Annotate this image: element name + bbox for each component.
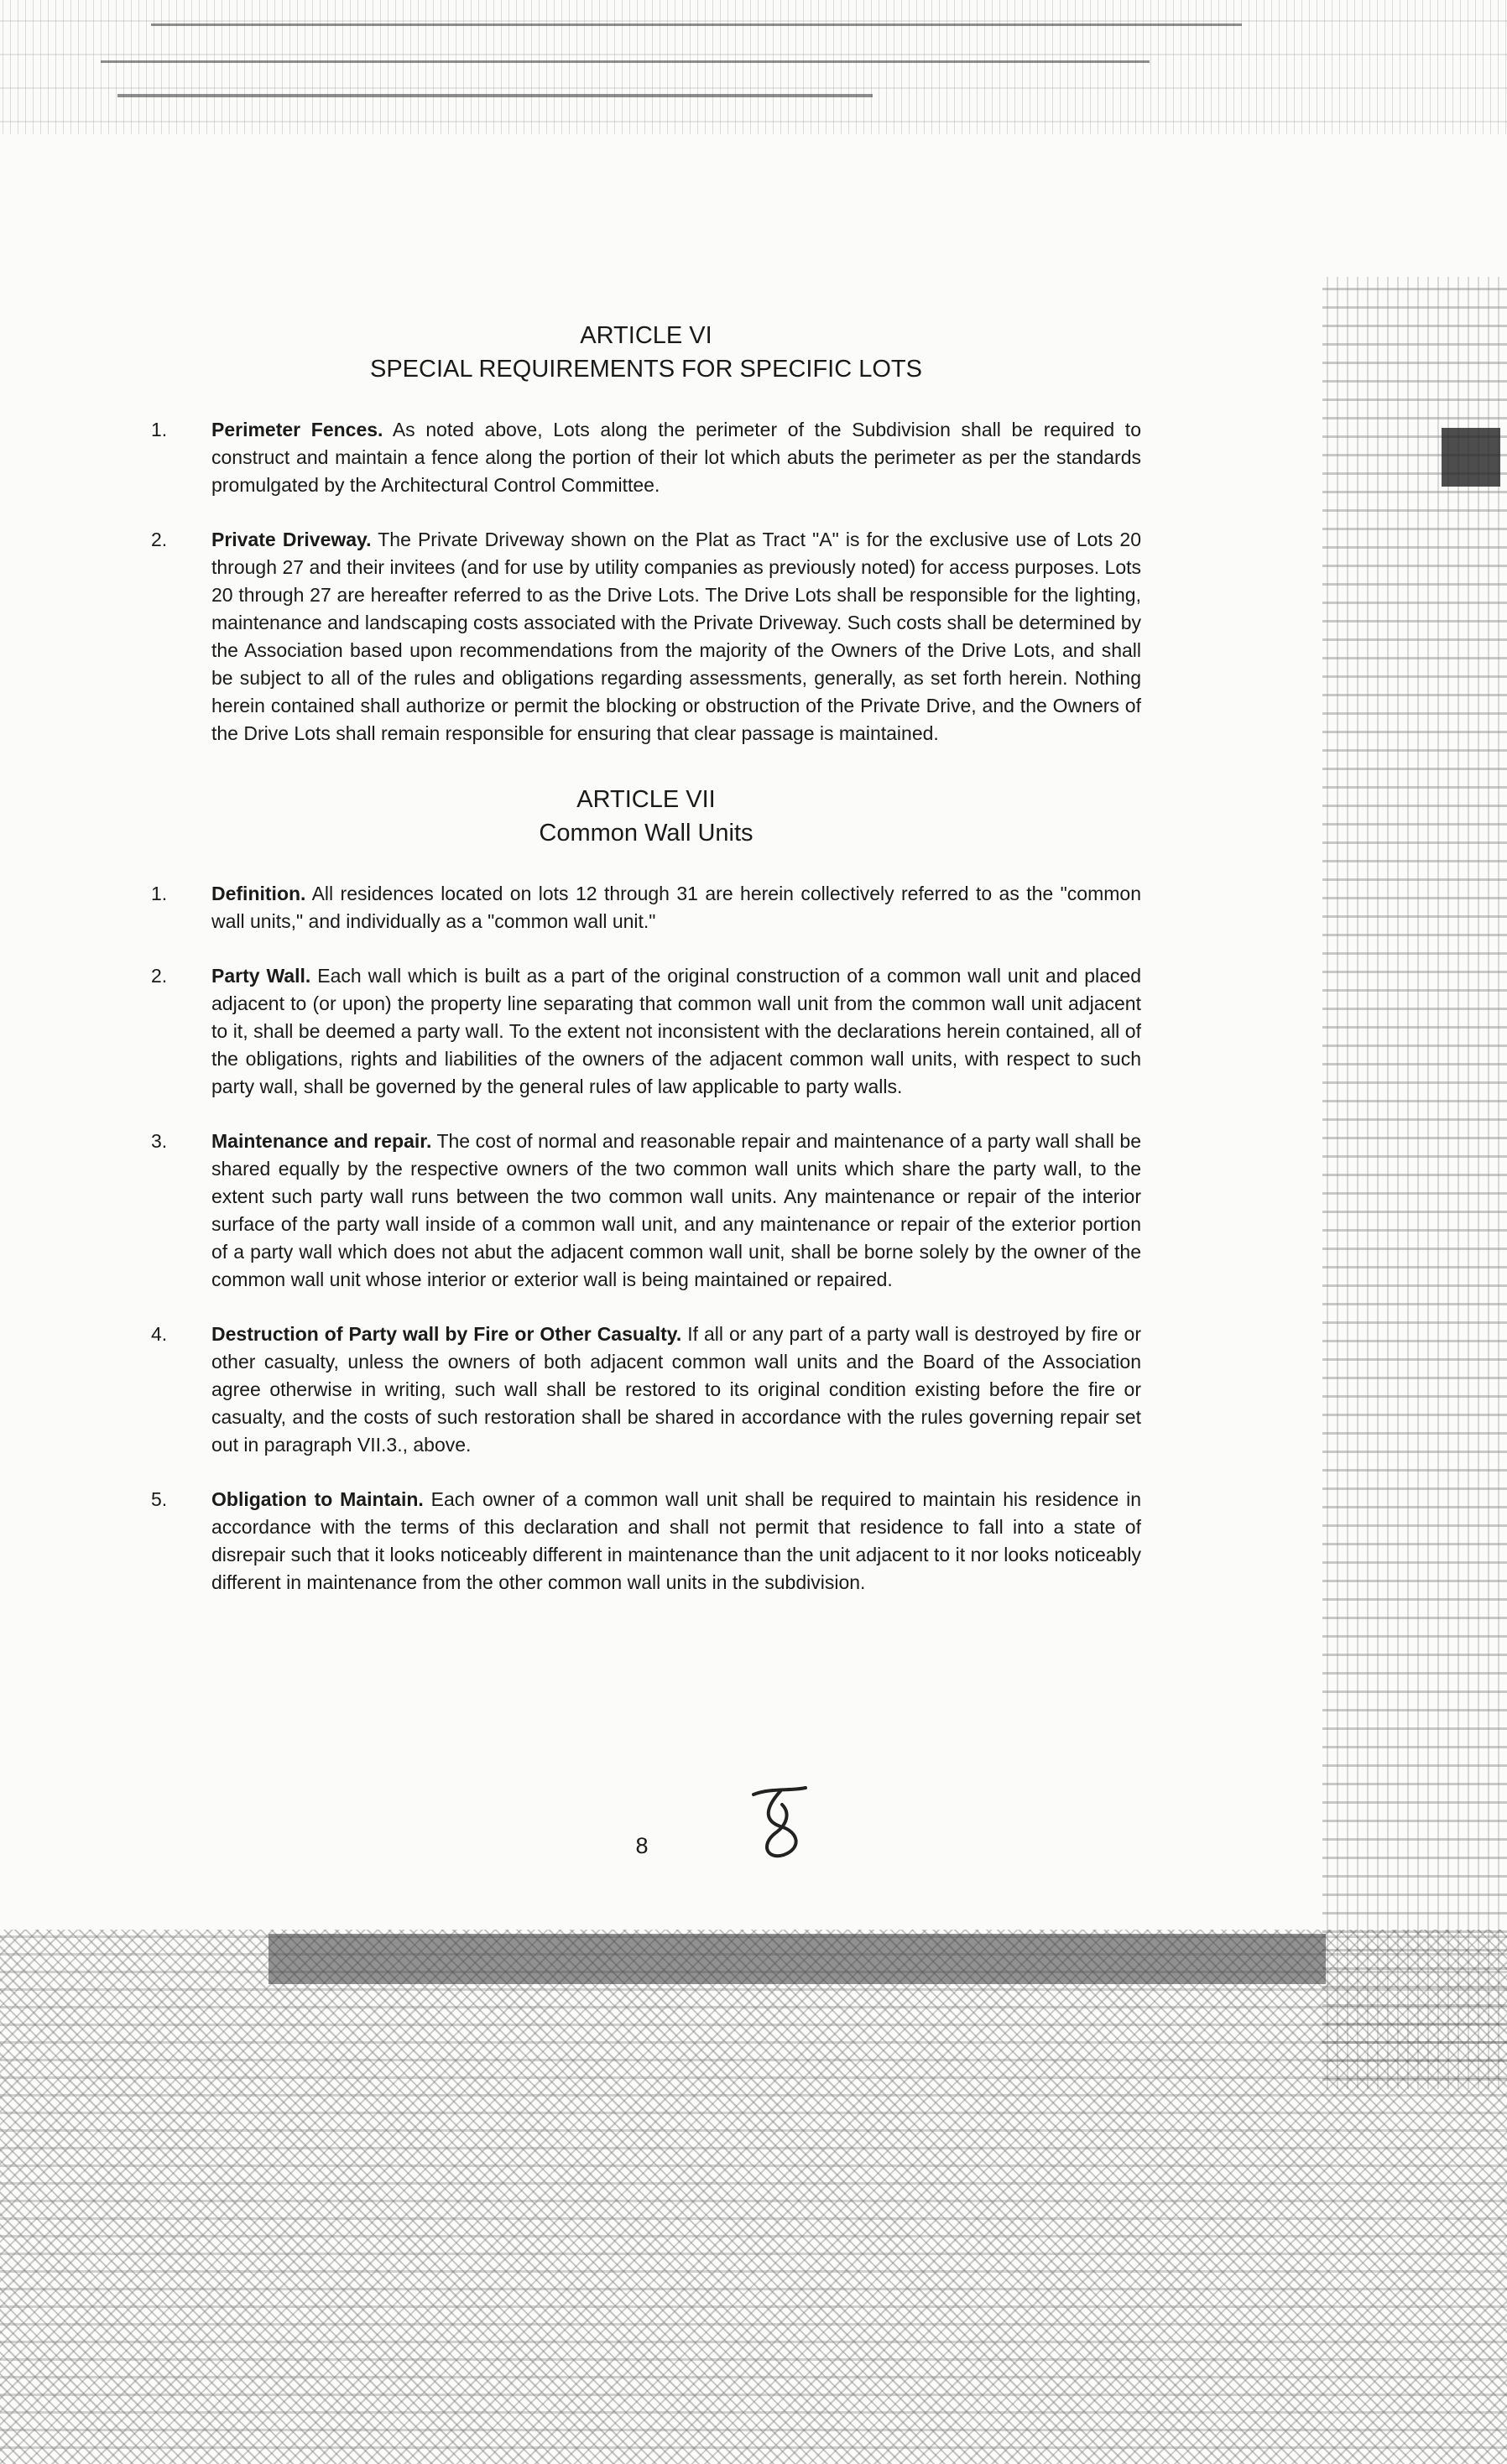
section-definition: [151, 880, 1141, 935]
article-subtitle: SPECIAL REQUIREMENTS FOR SPECIFIC LOTS: [370, 356, 922, 383]
scan-noise-block: [1442, 428, 1500, 487]
scan-line: [117, 94, 873, 97]
section-content: As noted above, Lots along the perimeter of the Subdivision shall be required to construct and maintain a fence along the portion of their lot which abuts the perimeter as per the standards promulgated by the Architectural Control Committee.: [211, 419, 1141, 496]
section-perimeter-fences: [151, 416, 1141, 499]
section-title: Perimeter Fences.: [211, 419, 383, 440]
section-text: [211, 526, 1141, 748]
section-number: 1.: [151, 883, 168, 904]
section-number: 2.: [151, 965, 168, 987]
section-content: Each owner of a common wall unit shall be required to maintain his residence in accordance with the terms of this declaration and shall not permit that residence to fall into a state of disrepair such that it looks noticeably different in maintenance than the unit adjacent to it nor looks noticeably different in maintenance from the other common wall units in the subdivision.: [211, 1488, 1141, 1593]
section-content: The Private Driveway shown on the Plat as Tract "A" is for the exclusive use of Lots 20 through 27 and their invitees (and for use by utility companies as previously noted) for access purposes. Lots 20 through 27 are hereafter referred to as the Drive Lots. The Drive Lots shall be responsible for the lighting, maintenance and landscaping costs associated with the Private Driveway. Such costs shall be determined by the Association based upon recommendations from the majority of the Owners of the Drive Lots, and shall be subject to all of the rules and obligations regarding assessments, generally, as set forth herein. Nothing herein contained shall authorize or permit the blocking or obstruction of the Private Drive, and the Owners of the Drive Lots shall remain responsible for ensuring that clear passage is maintained.: [211, 529, 1142, 744]
article-subtitle: Common Wall Units: [539, 820, 754, 847]
section-maintenance-repair: [151, 1128, 1141, 1294]
handwritten-page-mark: [747, 1783, 814, 1862]
section-number: 4.: [151, 1323, 168, 1345]
scan-noise-bottom: [0, 1930, 1507, 2464]
section-text: [211, 962, 1141, 1101]
section-title: Party Wall.: [211, 965, 311, 987]
scan-line: [151, 23, 1242, 26]
section-party-wall: [151, 962, 1141, 1101]
section-title: Destruction of Party wall by Fire or Other Casualty.: [211, 1323, 682, 1345]
section-number: 5.: [151, 1488, 168, 1510]
section-private-driveway: [151, 526, 1141, 748]
scan-noise-top: [0, 0, 1507, 134]
section-content: Each wall which is built as a part of the original construction of a common wall unit and placed adjacent to (or upon) the property line separating that common wall unit from the common wall unit adjacent to it, shall be deemed a party wall. To the extent not inconsistent with the declarations herein contained, all of the obligations, rights and liabilities of the owners of the adjacent common wall units, with respect to such party wall, shall be governed by the general rules of law applicable to party walls.: [211, 965, 1141, 1097]
section-text: [211, 1486, 1141, 1597]
article-title: ARTICLE VII: [576, 786, 716, 813]
section-title: Private Driveway.: [211, 529, 372, 550]
section-text: [211, 416, 1141, 499]
section-number: 1.: [151, 419, 168, 440]
section-content: The cost of normal and reasonable repair and maintenance of a party wall shall be shared equally by the respective owners of the two common wall units which share the party wall, to the extent such party wall runs between the two common wall units. Any maintenance or repair of the interior surface of the party wall inside of a common wall unit, and any maintenance or repair of the exterior portion of a party wall which does not abut the adjacent common wall unit, shall be borne solely by the owner of the common wall unit whose interior or exterior wall is being maintained or repaired.: [211, 1130, 1141, 1290]
document-body: [151, 319, 1141, 1623]
scan-line: [101, 60, 1150, 63]
section-content: All residences located on lots 12 through 31 are herein collectively referred to as the "common wall units," and individually as a "common wall unit.": [211, 883, 1141, 932]
section-title: Definition.: [211, 883, 306, 904]
section-text: [211, 880, 1141, 935]
article-title: ARTICLE VI: [580, 322, 712, 349]
section-text: [211, 1128, 1141, 1294]
page-number: 8: [635, 1833, 649, 1858]
section-text: [211, 1321, 1141, 1459]
section-title: Obligation to Maintain.: [211, 1488, 424, 1510]
section-obligation-maintain: [151, 1486, 1141, 1597]
scan-noise-band: [269, 1934, 1326, 1984]
article-vii-heading: [151, 783, 1141, 850]
article-vi-heading: [151, 319, 1141, 386]
scan-noise-right: [1322, 277, 1507, 2089]
section-destruction-party-wall: [151, 1321, 1141, 1459]
section-content: If all or any part of a party wall is destroyed by fire or other casualty, unless the owners of both adjacent common wall units and the Board of the Association agree otherwise in writing, such wall shall be restored to its original condition existing before the fire or casualty, and the costs of such restoration shall be shared in accordance with the rules governing repair set out in paragraph VII.3., above.: [211, 1323, 1141, 1456]
section-title: Maintenance and repair.: [211, 1130, 432, 1152]
section-number: 2.: [151, 529, 168, 550]
section-number: 3.: [151, 1130, 168, 1152]
